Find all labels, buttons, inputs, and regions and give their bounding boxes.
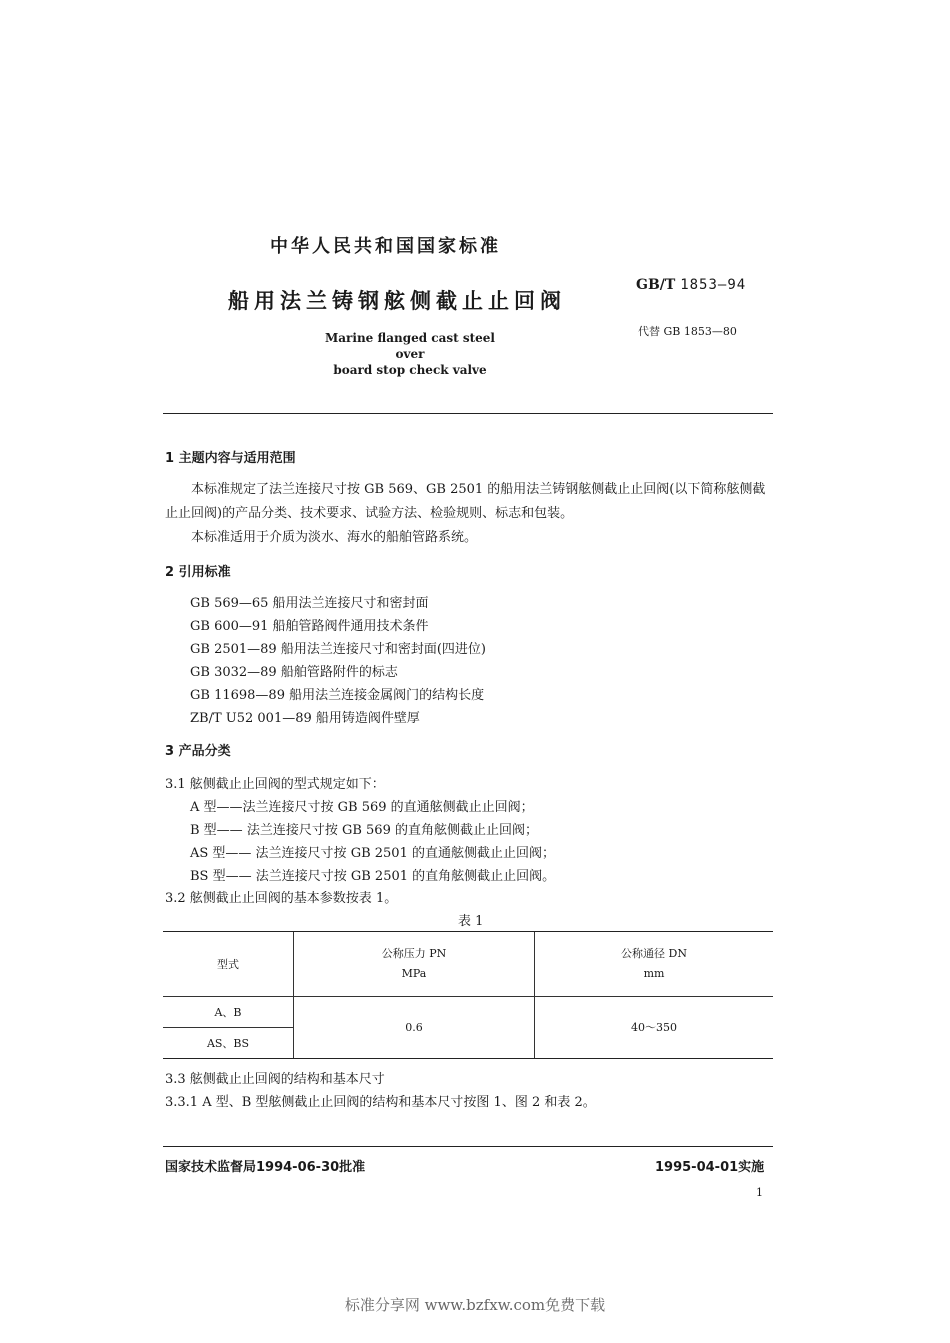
header-type: 型式 [217, 957, 239, 971]
type-item: B 型—— 法兰连接尺寸按 GB 569 的直角舷侧截止止回阀； [190, 823, 538, 838]
type-item: BS 型—— 法兰连接尺寸按 GB 2501 的直角舷侧截止止回阀。 [190, 869, 556, 884]
header-divider [163, 413, 773, 414]
document-title-cn: 船用法兰铸钢舷侧截止止回阀 [228, 289, 566, 313]
approval-note: 国家技术监督局1994-06-30批准 [165, 1160, 366, 1175]
replaces-note: 代替 GB 1853—80 [638, 325, 737, 338]
clause-3-3: 3.3 舷侧截止止回阀的结构和基本尺寸 [165, 1072, 385, 1087]
section-3-heading: 3 产品分类 [165, 744, 231, 759]
page-number: 1 [756, 1186, 763, 1199]
standard-code-prefix: GB/T [636, 277, 676, 293]
reference-item: GB 11698—89 船用法兰连接金属阀门的结构长度 [190, 688, 485, 703]
reference-item: GB 3032—89 船舶管路附件的标志 [190, 665, 398, 680]
clause-3-1: 3.1 舷侧截止止回阀的型式规定如下： [165, 777, 385, 792]
reference-item: GB 600—91 船舶管路阀件通用技术条件 [190, 619, 429, 634]
title-en-line2: board stop check valve [333, 363, 487, 377]
section-2-heading: 2 引用标准 [165, 565, 231, 580]
watermark: 标准分享网 www.bzfxw.com免费下载 [344, 1296, 606, 1314]
parameter-table [163, 932, 773, 1058]
standard-code [636, 277, 746, 293]
header-pn-label: 公称压力 PN [381, 946, 447, 960]
header-dn [535, 932, 774, 996]
reference-item: ZB/T U52 001—89 船用铸造阀件壁厚 [190, 711, 420, 726]
clause-3-2: 3.2 舷侧截止止回阀的基本参数按表 1。 [165, 891, 398, 906]
document-title-en [310, 330, 510, 378]
table-caption: 表 1 [458, 914, 484, 929]
effective-date: 1995-04-01实施 [655, 1160, 765, 1175]
header-pn-unit: MPa [401, 966, 427, 980]
table-row [163, 996, 773, 1027]
footer-divider [163, 1146, 773, 1147]
reference-item: GB 2501—89 船用法兰连接尺寸和密封面(四进位) [190, 642, 486, 657]
national-standard-title: 中华人民共和国国家标准 [270, 236, 501, 257]
title-en-line1: Marine flanged cast steel over [325, 331, 495, 361]
dn-cell: 40～350 [535, 996, 774, 1058]
type-cell: A、B [214, 1005, 242, 1019]
section-1-para-1: 本标准规定了法兰连接尺寸按 GB 569、GB 2501 的船用法兰铸钢舷侧截止止回阀(以下简称舷侧截止止回阀)的产品分类、技术要求、试验方法、检验规则、标志和包装。 [165, 482, 766, 521]
type-item: AS 型—— 法兰连接尺寸按 GB 2501 的直通舷侧截止止回阀； [190, 846, 555, 861]
table-bottom-rule [163, 1058, 773, 1059]
header-dn-label: 公称通径 DN [621, 946, 687, 960]
header-pn [294, 932, 535, 996]
header-dn-unit: mm [643, 966, 665, 980]
section-1-para-2: 本标准适用于介质为淡水、海水的船舶管路系统。 [191, 530, 478, 545]
table-header-row [163, 932, 773, 996]
pn-cell: 0.6 [294, 996, 535, 1058]
standard-code-number: 1853—94 [680, 277, 747, 293]
reference-item: GB 569—65 船用法兰连接尺寸和密封面 [190, 596, 429, 611]
type-cell: AS、BS [163, 1027, 294, 1058]
clause-3-3-1: 3.3.1 A 型、B 型舷侧截止止回阀的结构和基本尺寸按图 1、图 2 和表 2。 [165, 1095, 596, 1110]
type-item: A 型——法兰连接尺寸按 GB 569 的直通舷侧截止止回阀； [190, 800, 534, 815]
section-1-heading: 1 主题内容与适用范围 [165, 451, 296, 466]
